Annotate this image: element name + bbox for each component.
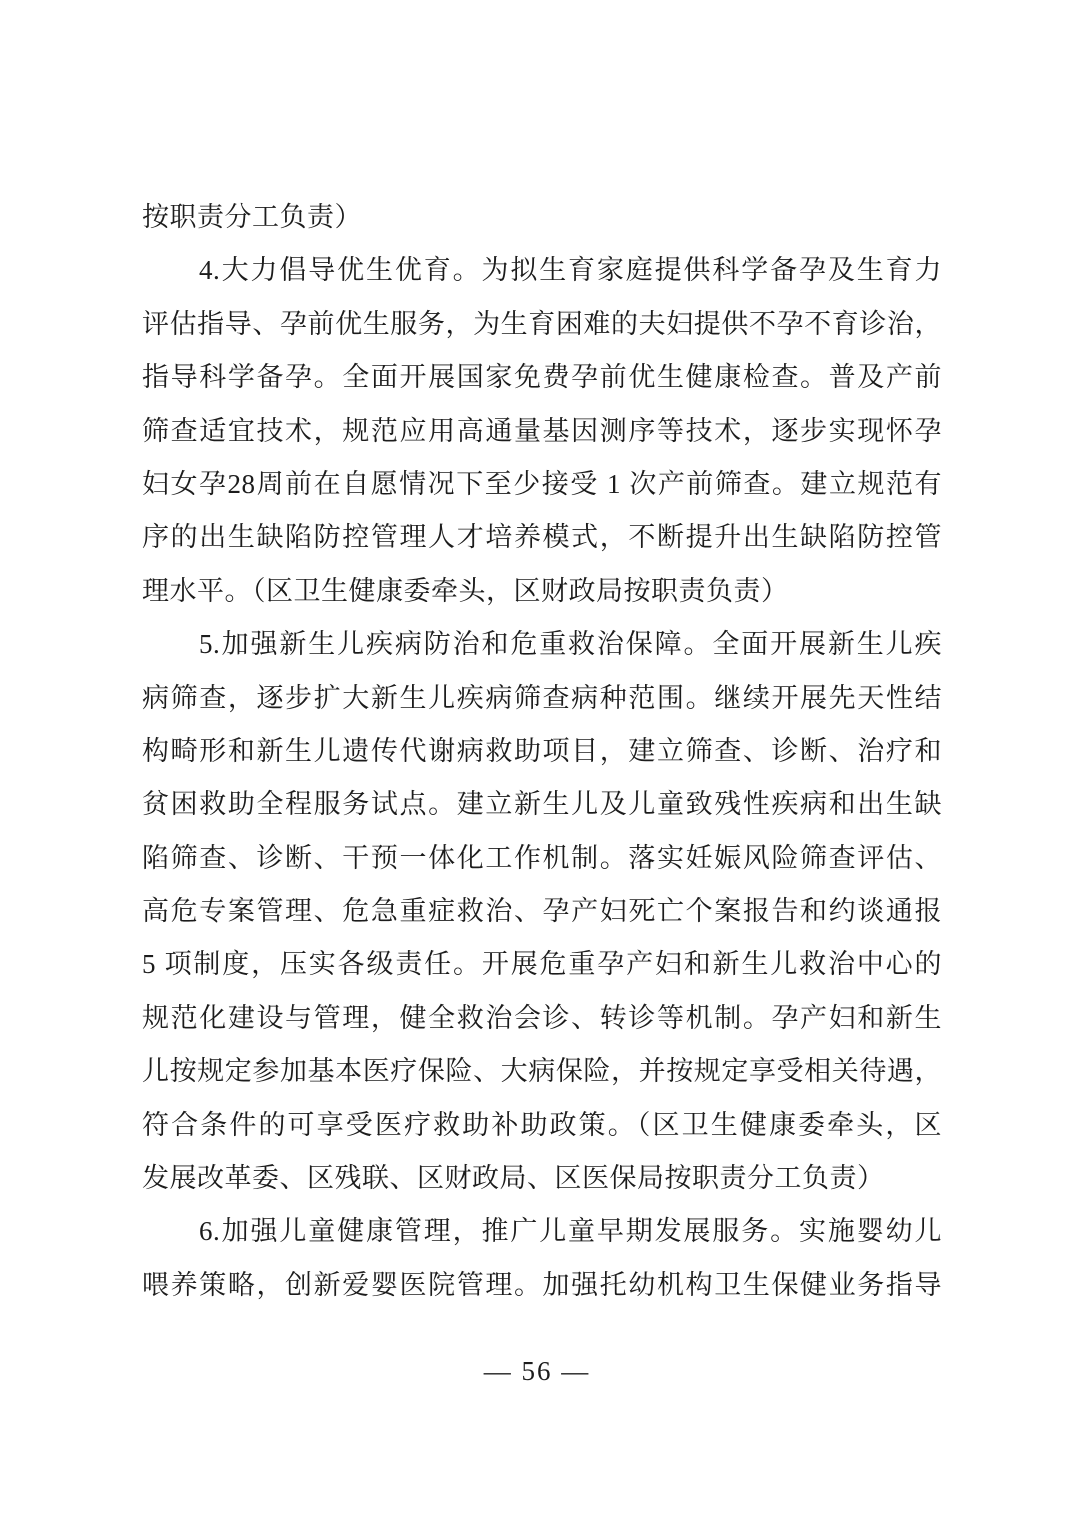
text-line: 评估指导、孕前优生服务，为生育困难的夫妇提供不孕不育诊治， <box>142 308 942 339</box>
page-number: — 56 — <box>483 1356 591 1386</box>
text-line: 理水平。（区卫生健康委牵头，区财政局按职责负责） <box>142 575 789 606</box>
text-line: 按职责分工负责） <box>142 202 362 232</box>
text-line: 6.加强儿童健康管理，推广儿童早期发展服务。实施婴幼儿 <box>199 1216 942 1247</box>
text-line: 规范化建设与管理，健全救治会诊、转诊等机制。孕产妇和新生 <box>142 1002 942 1033</box>
text-line: 妇女孕28周前在自愿情况下至少接受 1 次产前筛查。建立规范有 <box>142 468 942 499</box>
text-line: 筛查适宜技术，规范应用高通量基因测序等技术，逐步实现怀孕 <box>142 415 942 446</box>
text-line: 序的出生缺陷防控管理人才培养模式，不断提升出生缺陷防控管 <box>142 522 942 553</box>
text-line: 病筛查，逐步扩大新生儿疾病筛查病种范围。继续开展先天性结 <box>142 682 942 713</box>
text-line: 指导科学备孕。全面开展国家免费孕前优生健康检查。普及产前 <box>142 362 942 393</box>
text-line: 符合条件的可享受医疗救助补助政策。（区卫生健康委牵头，区 <box>142 1109 942 1140</box>
text-line: 贫困救助全程服务试点。建立新生儿及儿童致残性疾病和出生缺 <box>142 789 942 820</box>
document-body <box>142 191 942 1312</box>
text-line: 5.加强新生儿疾病防治和危重救治保障。全面开展新生儿疾 <box>199 629 942 660</box>
text-line: 构畸形和新生儿遗传代谢病救助项目，建立筛查、诊断、治疗和 <box>142 735 942 766</box>
text-line: 4.大力倡导优生优育。为拟生育家庭提供科学备孕及生育力 <box>199 255 942 286</box>
text-line: 喂养策略，创新爱婴医院管理。加强托幼机构卫生保健业务指导 <box>142 1269 942 1300</box>
text-line: 5 项制度，压实各级责任。开展危重孕产妇和新生儿救治中心的 <box>142 949 942 980</box>
text-line: 发展改革委、区残联、区财政局、区医保局按职责分工负责） <box>142 1163 885 1194</box>
text-line: 高危专案管理、危急重症救治、孕产妇死亡个案报告和约谈通报 <box>142 896 942 927</box>
text-line: 陷筛查、诊断、干预一体化工作机制。落实妊娠风险筛查评估、 <box>142 842 942 873</box>
text-line: 儿按规定参加基本医疗保险、大病保险，并按规定享受相关待遇， <box>142 1056 942 1087</box>
